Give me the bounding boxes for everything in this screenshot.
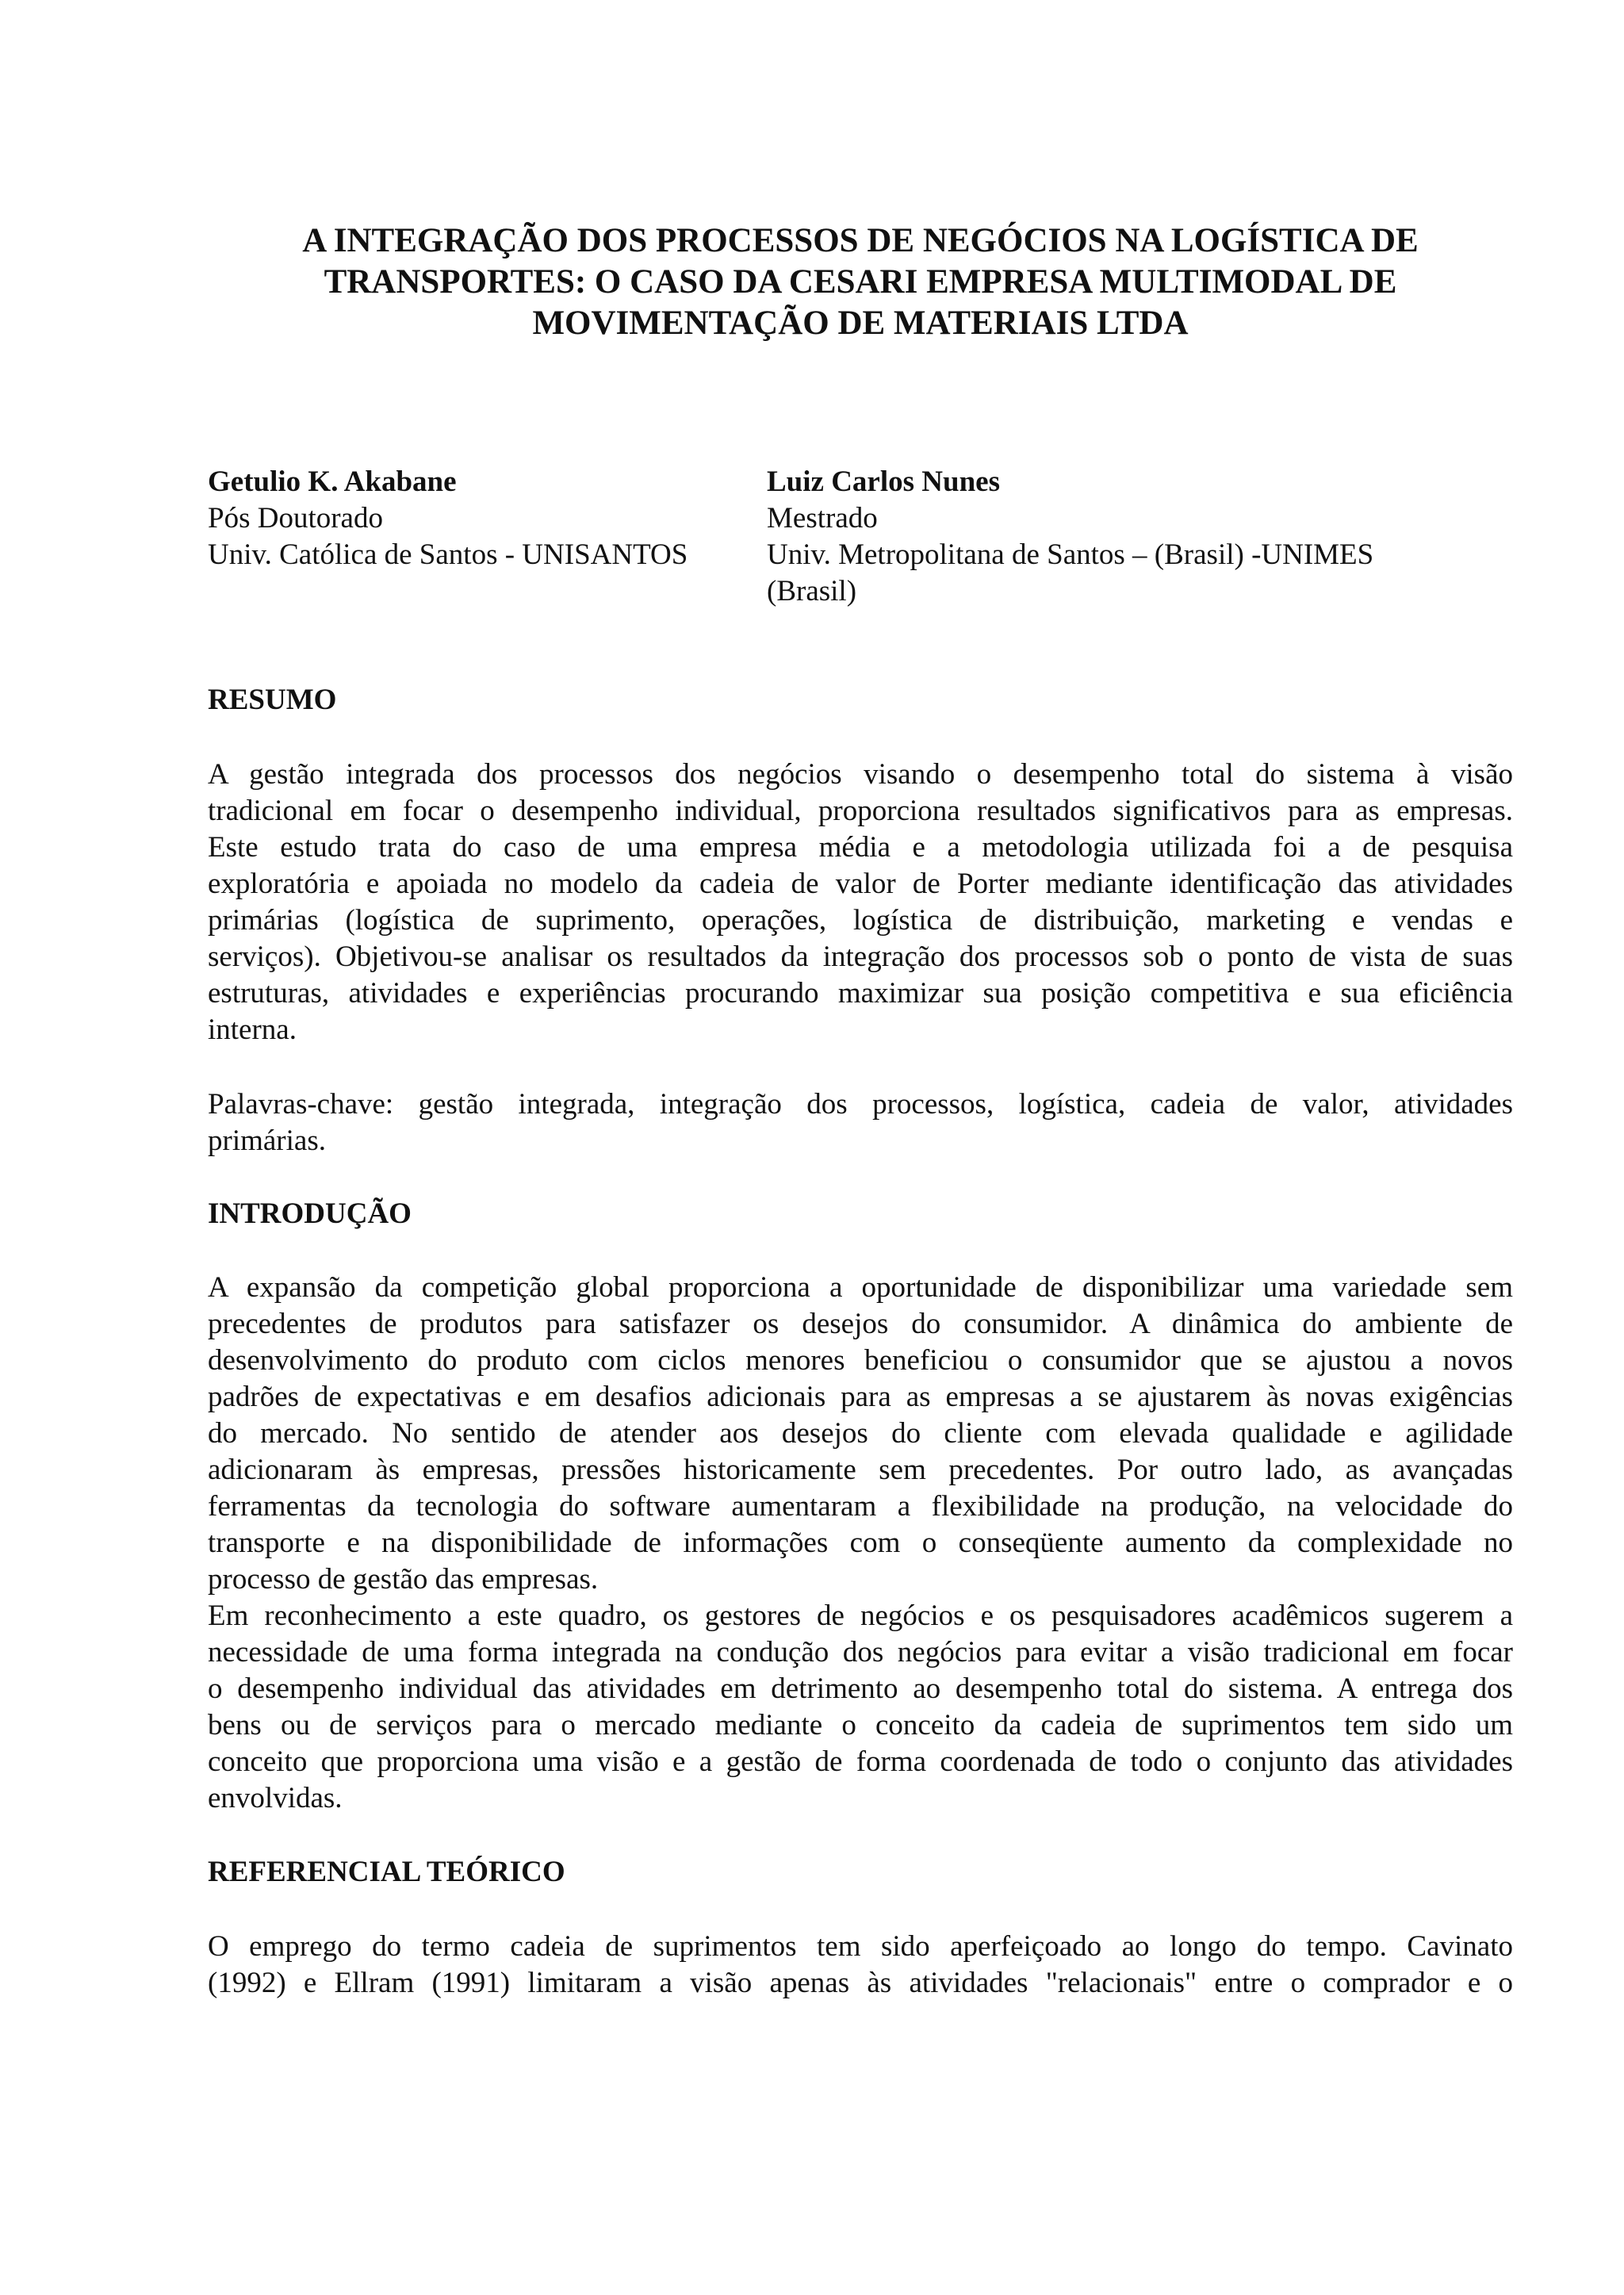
text-line: precedentes de produtos para satisfazer os desejos do consumidor. A dinâmica do ambiente de [208, 1308, 1513, 1340]
text-line: Em reconhecimento a este quadro, os gestores de negócios e os pesquisadores acadêmicos sugerem a [208, 1600, 1513, 1632]
text-line: processo de gestão das empresas. [208, 1563, 599, 1596]
text-line: primárias (logística de suprimento, operações, logística de distribuição, marketing e vendas e [208, 904, 1513, 937]
author-2 [767, 464, 1512, 610]
text-line: conceito que proporciona uma visão e a gestão de forma coordenada de todo o conjunto das atividades [208, 1745, 1513, 1778]
text-line: necessidade de uma forma integrada na condução dos negócios para evitar a visão tradicional em focar [208, 1636, 1513, 1669]
text-line: transporte e na disponibilidade de informações com o conseqüente aumento da complexidade no [208, 1527, 1513, 1559]
title-line: A INTEGRAÇÃO DOS PROCESSOS DE NEGÓCIOS NA LOGÍSTICA DE [302, 222, 1419, 259]
text-line: estruturas, atividades e experiências procurando maximizar sua posição competitiva e sua eficiência [208, 977, 1513, 1010]
section-heading-introducao: INTRODUÇÃO [208, 1197, 412, 1230]
keywords-paragraph [208, 1086, 1513, 1159]
text-line: interna. [208, 1013, 297, 1046]
abstract-paragraph [208, 757, 1513, 1048]
text-line: Palavras-chave: gestão integrada, integração dos processos, logística, cadeia de valor, atividades [208, 1088, 1513, 1121]
author-name: Luiz Carlos Nunes [767, 466, 1000, 498]
author-degree: Mestrado [767, 502, 878, 534]
text-line: padrões de expectativas e em desafios adicionais para as empresas a se ajustarem às novas exigências [208, 1381, 1513, 1413]
text-line: A gestão integrada dos processos dos negócios visando o desempenho total do sistema à visão [208, 758, 1513, 791]
text-line: o desempenho individual das atividades em detrimento ao desempenho total do sistema. A entrega dos [208, 1672, 1513, 1705]
text-line: ferramentas da tecnologia do software aumentaram a flexibilidade na produção, na velocidade do [208, 1490, 1513, 1523]
text-line: serviços). Objetivou-se analisar os resultados da integração dos processos sob o ponto de vista de suas [208, 941, 1513, 973]
text-line: envolvidas. [208, 1782, 343, 1814]
author-affiliation: Univ. Católica de Santos - UNISANTOS [208, 538, 688, 571]
referencial-paragraph [208, 1929, 1513, 2002]
text-line: tradicional em focar o desempenho individual, proporciona resultados significativos para as empresas. [208, 795, 1513, 827]
text-line: O emprego do termo cadeia de suprimentos tem sido aperfeiçoado ao longo do tempo. Cavinato [208, 1930, 1513, 1963]
text-line: adicionaram às empresas, pressões historicamente sem precedentes. Por outro lado, as avançadas [208, 1454, 1513, 1486]
author-affiliation-continued: (Brasil) [767, 575, 857, 607]
author-name: Getulio K. Akabane [208, 466, 457, 498]
text-line: (1992) e Ellram (1991) limitaram a visão apenas às atividades "relacionais" entre o comprador e o [208, 1967, 1513, 1999]
introduction-paragraph-1 [208, 1270, 1513, 1598]
text-line: desenvolvimento do produto com ciclos menores beneficiou o consumidor que se ajustou a novos [208, 1344, 1513, 1377]
text-line: bens ou de serviços para o mercado mediante o conceito da cadeia de suprimentos tem sido um [208, 1709, 1513, 1741]
section-heading-resumo: RESUMO [208, 684, 337, 716]
section-heading-referencial-teorico: REFERENCIAL TEÓRICO [208, 1856, 565, 1888]
text-line: A expansão da competição global proporciona a oportunidade de disponibilizar uma variedade sem [208, 1271, 1513, 1304]
text-line: exploratória e apoiada no modelo da cadeia de valor de Porter mediante identificação das atividades [208, 868, 1513, 900]
introduction-paragraph-2 [208, 1598, 1513, 1817]
title-line: MOVIMENTAÇÃO DE MATERIAIS LTDA [532, 305, 1189, 342]
title-line: TRANSPORTES: O CASO DA CESARI EMPRESA MULTIMODAL DE [324, 263, 1397, 301]
author-degree: Pós Doutorado [208, 502, 383, 534]
paper-title [208, 220, 1513, 344]
author-affiliation: Univ. Metropolitana de Santos – (Brasil) -UNIMES [767, 538, 1374, 571]
text-line: Este estudo trata do caso de uma empresa média e a metodologia utilizada foi a de pesquisa [208, 831, 1513, 864]
author-1 [208, 464, 763, 573]
text-line: do mercado. No sentido de atender aos desejos do cliente com elevada qualidade e agilidade [208, 1417, 1513, 1450]
text-line: primárias. [208, 1125, 326, 1157]
